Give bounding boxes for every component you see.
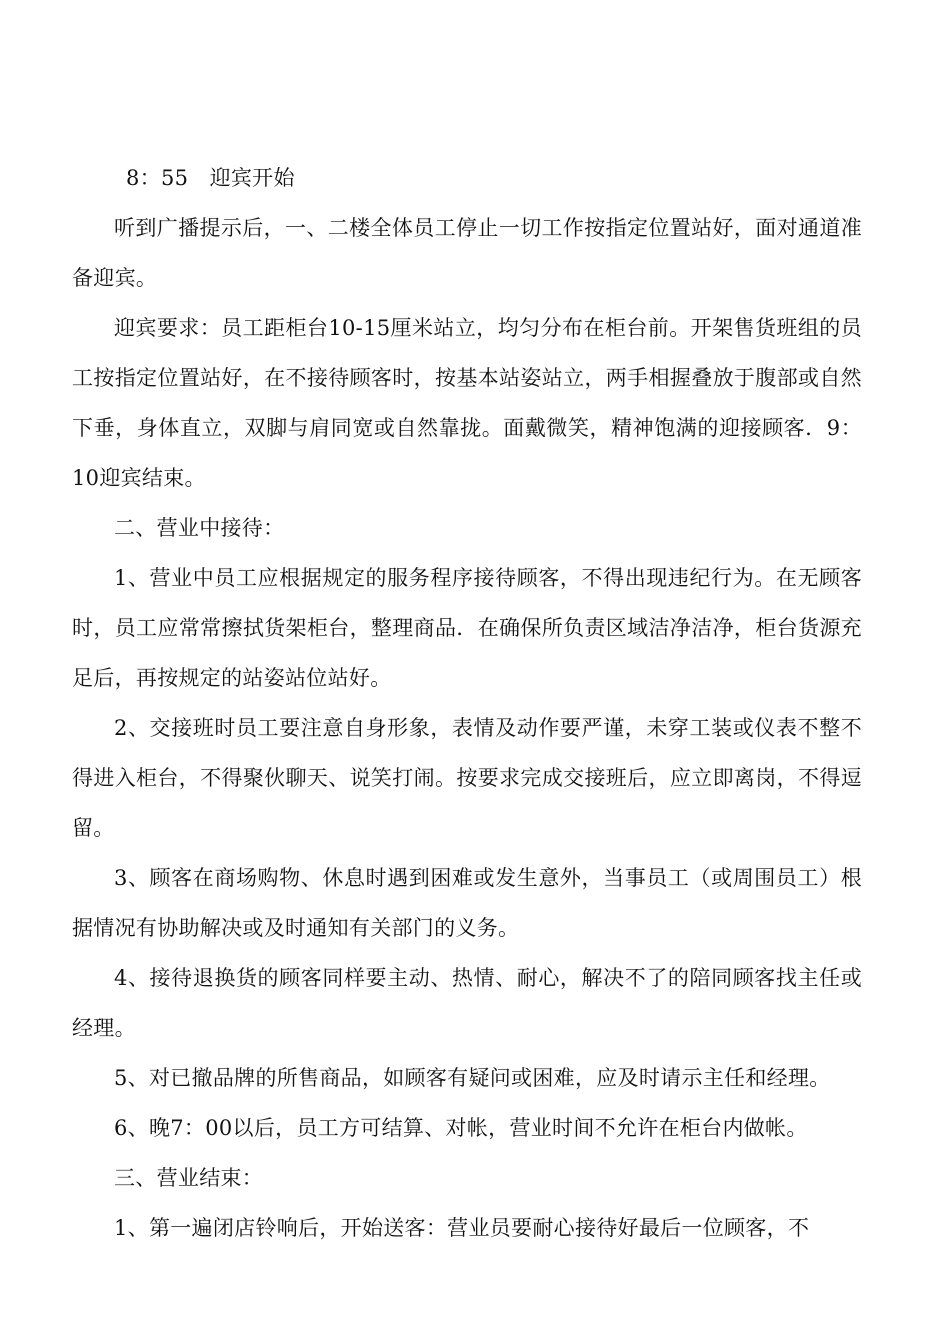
paragraph-welcome-requirements: 迎宾要求：员工距柜台10-15厘米站立，均匀分布在柜台前。开架售货班组的员工按指定位置站好，在不接待顾客时，按基本站姿站立，两手相握叠放于腹部或自然下垂，身体直立，双脚与肩同宽或自然靠拢。面戴微笑，精神饱满的迎接顾客．9：10迎宾结束。 (72, 316, 862, 490)
paragraph-rule-1: 1、营业中员工应根据规定的服务程序接待顾客，不得出现违纪行为。在无顾客时，员工应常常擦拭货架柜台，整理商品．在确保所负责区域洁净洁净，柜台货源充足后，再按规定的站姿站位站好。 (72, 566, 862, 690)
paragraph-rule-2: 2、交接班时员工要注意自身形象，表情及动作要严谨，未穿工装或仪表不整不得进入柜台，不得聚伙聊天、说笑打闹。按要求完成交接班后，应立即离岗，不得逗留。 (72, 716, 862, 840)
paragraph-rule-4: 4、接待退换货的顾客同样要主动、热情、耐心，解决不了的陪同顾客找主任或经理。 (72, 966, 862, 1040)
paragraph-rule-6: 6、晚7：00以后，员工方可结算、对帐，营业时间不允许在柜台内做帐。 (114, 1116, 808, 1140)
paragraph-closing-rule-1: 1、第一遍闭店铃响后，开始送客：营业员要耐心接待好最后一位顾客，不 (114, 1216, 810, 1240)
paragraph-welcome-start: 8：55 迎宾开始 (126, 166, 295, 190)
section-heading-business-reception: 二、营业中接待： (114, 516, 285, 540)
paragraph-broadcast: 听到广播提示后，一、二楼全体员工停止一切工作按指定位置站好，面对通道准备迎宾。 (72, 216, 862, 290)
paragraph-rule-3: 3、顾客在商场购物、休息时遇到困难或发生意外，当事员工（或周围员工）根据情况有协助解决或及时通知有关部门的义务。 (72, 866, 862, 940)
section-heading-business-closing: 三、营业结束： (114, 1166, 264, 1190)
paragraph-rule-5: 5、对已撤品牌的所售商品，如顾客有疑问或困难，应及时请示主任和经理。 (114, 1066, 831, 1090)
document-body (72, 153, 862, 1253)
